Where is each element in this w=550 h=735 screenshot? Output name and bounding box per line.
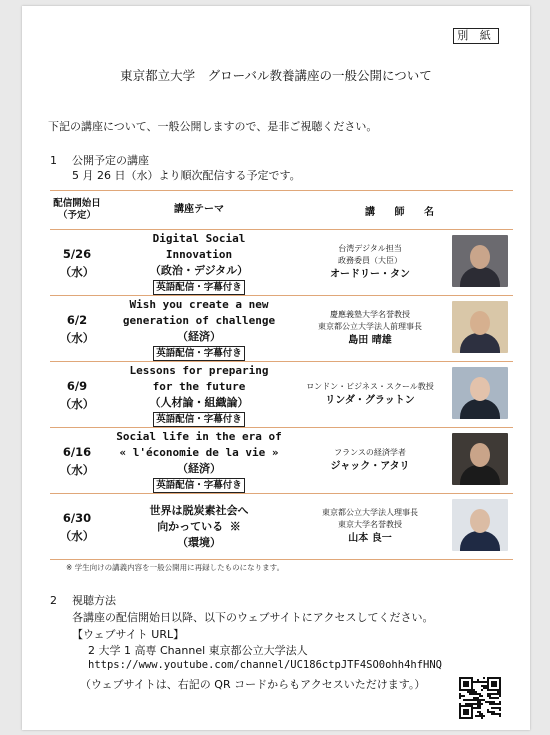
- row-theme-line1: Wish you create a new: [129, 297, 269, 311]
- row-photo-cell: [446, 428, 513, 494]
- lecturer-name: 山本 良一: [348, 532, 392, 544]
- attachment-tag: 別 紙: [453, 28, 499, 44]
- row-category: （政治・デジタル）: [149, 263, 249, 277]
- row-date: 5/26: [62, 246, 92, 261]
- youtube-link[interactable]: https://www.youtube.com/channel/UC186ctpJTF4SO0ohh4hfHNQ: [88, 659, 443, 671]
- document-page: [22, 6, 530, 730]
- row-category: （経済）: [177, 329, 221, 343]
- row-category: （人材論・組織論）: [149, 395, 249, 409]
- row-date-cell: [50, 230, 104, 296]
- row-day: （水）: [59, 462, 95, 477]
- row-theme-line2: Innovation: [165, 247, 233, 261]
- row-photo-cell: [446, 230, 513, 296]
- row-theme-cell: [104, 494, 294, 560]
- row-date-cell: [50, 296, 104, 362]
- lecturer-affiliation-2: 東京都公立大学法人前理事長: [318, 321, 422, 331]
- row-photo-cell: [446, 494, 513, 560]
- row-lecturer-cell: [294, 230, 446, 296]
- section1-heading: [50, 152, 149, 168]
- lecturer-name: オードリー・タン: [330, 268, 410, 280]
- qr-note: （ウェブサイトは、右記の QR コードからもアクセスいただけます。）: [80, 678, 426, 691]
- website-url-label: 【ウェブサイト URL】: [72, 628, 185, 641]
- row-day: （水）: [59, 330, 95, 345]
- row-date-cell: [50, 428, 104, 494]
- page-title: 東京都立大学 グローバル教養講座の一般公開について: [120, 68, 432, 83]
- lecturer-affiliation-1: 台湾デジタル担当: [338, 243, 402, 253]
- lecturer-photo: [452, 301, 508, 353]
- table-header-row: [50, 191, 513, 230]
- subtitle-badge: 英語配信・字幕付き: [153, 412, 245, 427]
- row-photo-cell: [446, 362, 513, 428]
- row-theme-line2: « l'économie de la vie »: [119, 445, 279, 459]
- lecturer-photo: [452, 235, 508, 287]
- row-day: （水）: [59, 396, 95, 411]
- row-date: 6/16: [62, 444, 92, 459]
- section1-subtext: 5 月 26 日（水）より順次配信する予定です。: [72, 169, 301, 182]
- lecturer-photo: [452, 499, 508, 551]
- lecturer-affiliation-1: フランスの経済学者: [334, 447, 406, 457]
- subtitle-badge: 英語配信・字幕付き: [153, 346, 245, 361]
- row-date: 6/2: [66, 312, 88, 327]
- lecturer-affiliation-1: ロンドン・ビジネス・スクール教授: [306, 381, 434, 391]
- row-theme-line1: Digital Social: [152, 231, 246, 245]
- row-theme-line1: Lessons for preparing: [129, 363, 269, 377]
- row-lecturer-cell: [294, 362, 446, 428]
- row-date: 6/30: [62, 510, 92, 525]
- lecture-table: [50, 190, 513, 560]
- row-theme-line2: for the future: [152, 379, 246, 393]
- header-date-line2: （予定）: [57, 210, 96, 221]
- lecturer-photo: [452, 433, 508, 485]
- row-date: 6/9: [66, 378, 88, 393]
- subtitle-badge: 英語配信・字幕付き: [153, 280, 245, 295]
- table-row: [50, 428, 513, 494]
- lecturer-name: 島田 晴雄: [348, 334, 392, 346]
- table-row: [50, 362, 513, 428]
- row-photo-cell: [446, 296, 513, 362]
- row-date-cell: [50, 494, 104, 560]
- row-theme-cell: [104, 362, 294, 428]
- table-row: [50, 230, 513, 296]
- section2-line1: 各講座の配信開始日以降、以下のウェブサイトにアクセスしてください。: [72, 611, 434, 624]
- row-theme-line2: generation of challenge: [122, 313, 276, 327]
- section2-heading: [50, 592, 116, 608]
- row-day: （水）: [59, 528, 95, 543]
- header-date: [50, 191, 104, 230]
- section1-number: 1: [50, 154, 57, 167]
- row-lecturer-cell: [294, 494, 446, 560]
- row-theme-cell: [104, 296, 294, 362]
- section2-title: 視聴方法: [72, 594, 116, 607]
- lecturer-affiliation-2: 政務委員（大臣）: [338, 255, 402, 265]
- lecturer-affiliation-2: 東京大学名誉教授: [338, 519, 402, 529]
- section2-number: 2: [50, 594, 57, 607]
- row-theme-cell: [104, 428, 294, 494]
- row-category: （環境）: [177, 535, 221, 549]
- lecturer-affiliation-1: 東京都公立大学法人理事長: [322, 507, 418, 517]
- row-theme-line1: 世界は脱炭素社会へ: [149, 503, 249, 517]
- row-day: （水）: [59, 264, 95, 279]
- qr-code-icon[interactable]: [459, 677, 501, 719]
- section1-title: 公開予定の講座: [72, 154, 149, 167]
- row-theme-line1: Social life in the era of: [116, 429, 282, 443]
- subtitle-badge: 英語配信・字幕付き: [153, 478, 245, 493]
- row-theme-cell: [104, 230, 294, 296]
- lecturer-photo: [452, 367, 508, 419]
- lecturer-affiliation-1: 慶應義塾大学名誉教授: [330, 309, 410, 319]
- table-row: [50, 494, 513, 560]
- channel-name: 2 大学 1 高専 Channel 東京都公立大学法人: [88, 644, 308, 657]
- lecturer-name: ジャック・アタリ: [330, 460, 410, 472]
- row-lecturer-cell: [294, 296, 446, 362]
- table-footnote: ※ 学生向けの講義内容を一般公開用に再録したものになります。: [66, 563, 285, 572]
- header-theme: 講座テーマ: [104, 191, 294, 230]
- table-row: [50, 296, 513, 362]
- row-theme-line2: 向かっている ※: [157, 519, 241, 533]
- header-date-line1: 配信開始日: [53, 198, 101, 209]
- lecturer-name: リンダ・グラットン: [325, 394, 415, 406]
- intro-text: 下記の講座について、一般公開しますので、是非ご視聴ください。: [48, 120, 378, 133]
- row-category: （経済）: [177, 461, 221, 475]
- row-date-cell: [50, 362, 104, 428]
- header-lecturer: 講 師 名: [294, 191, 513, 230]
- row-lecturer-cell: [294, 428, 446, 494]
